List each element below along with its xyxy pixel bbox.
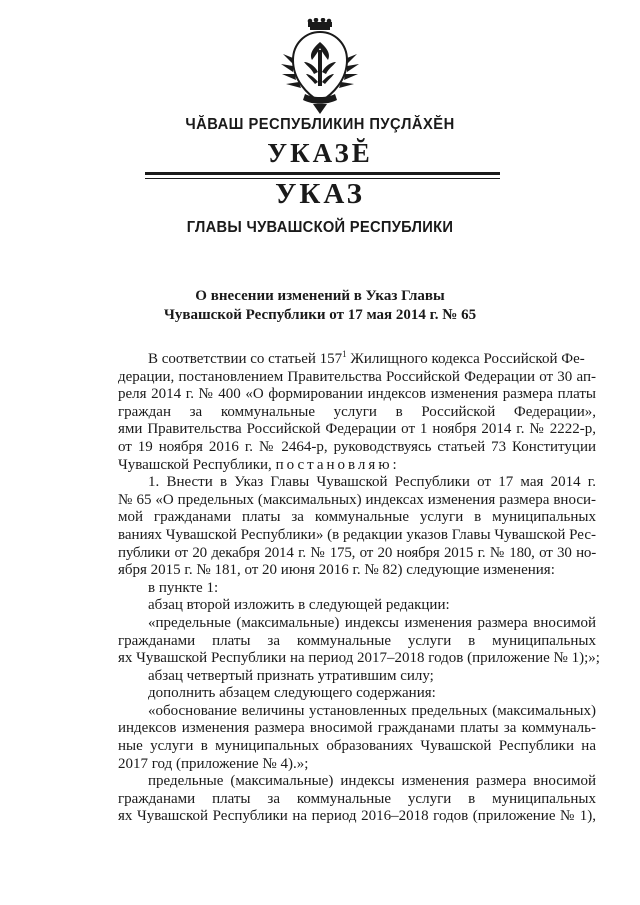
- header-divider-thick: [145, 172, 500, 175]
- body-line: гражданами платы за коммунальные услуги в муниципальных: [118, 790, 596, 807]
- body-line: предельные (максимальные) индексы изменения размера вносимой: [148, 773, 596, 790]
- body-line: в пункте 1:: [148, 579, 219, 596]
- body-text: Жилищного кодекса Российской Фе-: [346, 351, 585, 367]
- chuvash-organization-heading: ЧĂВАШ РЕСПУБЛИКИН ПУÇЛĂХĔН: [185, 116, 455, 133]
- body-line: «обоснование величины установленных предельных (максимальных): [148, 702, 596, 719]
- body-line: ные услуги в муниципальных образованиях Чувашской Республики на: [118, 738, 596, 755]
- body-line: индексов изменения размера вносимой гражданами платы за коммуналь-: [118, 720, 596, 737]
- footnote-superscript: 1: [342, 349, 347, 359]
- body-line: абзац второй изложить в следующей редакции:: [148, 597, 450, 614]
- body-line: ями Правительства Российской Федерации от 1 ноября 2014 г. № 2222-р,: [118, 421, 596, 438]
- body-line: 2017 год (приложение № 4).»;: [118, 755, 309, 772]
- body-line: № 65 «О предельных (максимальных) индексах изменения размера вноси-: [118, 491, 596, 508]
- body-text: В соответствии со статьей 157: [148, 351, 343, 367]
- body-line: 1. Внести в Указ Главы Чувашской Республики от 17 мая 2014 г.: [148, 474, 596, 491]
- subject-line: О внесении изменений в Указ Главы: [195, 288, 445, 304]
- russian-document-title: УКАЗ: [275, 178, 365, 210]
- body-line: от 19 ноября 2016 г. № 2464-р, руководствуясь статьей 73 Конституции: [118, 438, 596, 455]
- chuvash-document-title: УКАЗĔ: [267, 138, 373, 168]
- chuvash-emblem-icon: [279, 18, 361, 118]
- body-line: граждан за коммунальные услуги в Российской Федерации»,: [118, 403, 596, 420]
- document-body: [118, 349, 600, 826]
- body-line: [118, 457, 596, 475]
- decree-keyword: постановляю:: [275, 456, 400, 473]
- body-line: абзац четвертый признать утратившим силу;: [148, 667, 434, 684]
- body-line: ября 2015 г. № 181, от 20 июня 2016 г. № 82) следующие изменения:: [118, 562, 555, 579]
- document-subject: [0, 287, 640, 325]
- body-line: ваниях Чувашской Республики» (в редакции указов Главы Чувашской Рес-: [118, 526, 596, 543]
- body-line: дополнить абзацем следующего содержания:: [148, 685, 436, 702]
- body-line: гражданами платы за коммунальные услуги в муниципальных: [118, 632, 596, 649]
- body-line: дерации, постановлением Правительства Российской Федерации от 30 ап-: [118, 368, 596, 385]
- russian-organization-heading: ГЛАВЫ ЧУВАШСКОЙ РЕСПУБЛИКИ: [186, 219, 454, 236]
- body-line: ях Чувашской Республики на период 2016–2018 годов (приложение № 1),: [118, 808, 596, 825]
- body-line: [118, 351, 596, 369]
- subject-line: Чувашской Республики от 17 мая 2014 г. № 65: [163, 307, 477, 323]
- body-text: Чувашской Республики,: [118, 456, 276, 473]
- body-line: мой гражданами платы за коммунальные услуги в муниципальных: [118, 509, 596, 526]
- body-line: реля 2014 г. № 400 «О формировании индексов изменения размера платы: [118, 386, 596, 403]
- body-line: «предельные (максимальные) индексы изменения размера вносимой: [148, 614, 596, 631]
- body-line: публики от 20 декабря 2014 г. № 175, от 20 ноября 2015 г. № 180, от 30 но-: [118, 544, 596, 561]
- body-line: ях Чувашской Республики на период 2017–2018 годов (приложение № 1);»;: [118, 650, 600, 667]
